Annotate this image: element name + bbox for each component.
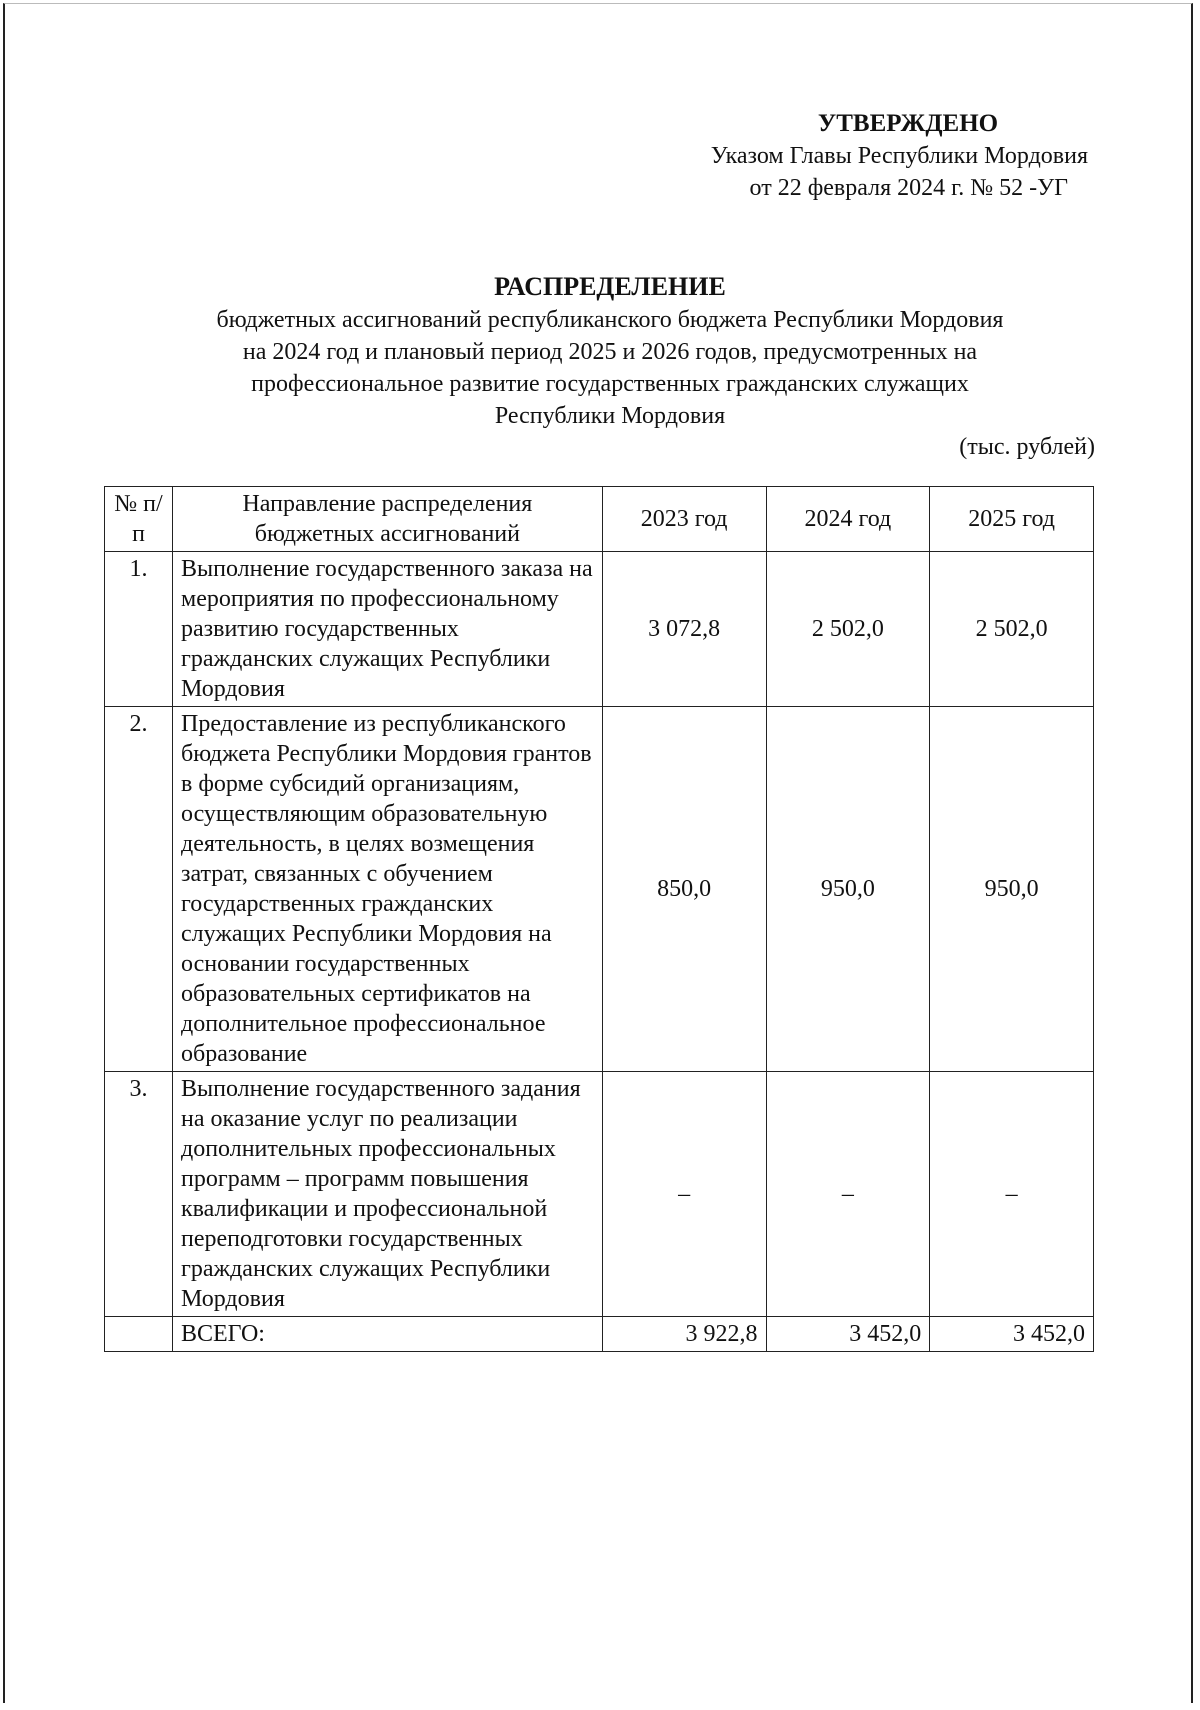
row-direction: Выполнение государственного задания на оказание услуг по реализации дополнительных профессиональных программ – программ повышения квалификации и профессиональной переподготовки государственных гражданских служащих Республики Мордовия <box>173 1072 603 1317</box>
header-2023: 2023 год <box>602 487 766 552</box>
table-row <box>105 707 1094 1072</box>
row-direction: Выполнение государственного заказа на мероприятия по профессиональному развитию государственных гражданских служащих Республики Мордовия <box>173 552 603 707</box>
row-value-2023: – <box>602 1072 766 1317</box>
row-value-2024: – <box>766 1072 930 1317</box>
heading-line: Республики Мордовия <box>494 403 726 429</box>
heading-line: на 2024 год и плановый период 2025 и 2026 годов, предусмотренных на <box>242 339 978 365</box>
total-value-2025: 3 452,0 <box>930 1317 1094 1352</box>
header-2025: 2025 год <box>930 487 1094 552</box>
total-value-2024: 3 452,0 <box>766 1317 930 1352</box>
header-number: № п/п <box>105 487 173 552</box>
approval-decree: Указом Главы Республики Мордовия <box>710 143 1088 169</box>
row-value-2024: 2 502,0 <box>766 552 930 707</box>
row-number: 1. <box>105 552 173 707</box>
heading-line: бюджетных ассигнований республиканского бюджета Республики Мордовия <box>216 307 1004 333</box>
document-heading <box>100 270 1120 432</box>
table-row <box>105 552 1094 707</box>
table-total-row <box>105 1317 1094 1352</box>
row-value-2023: 3 072,8 <box>602 552 766 707</box>
approval-date: от 22 февраля 2024 г. № 52 -УГ <box>749 175 1068 201</box>
table-row <box>105 1072 1094 1317</box>
row-direction: Предоставление из республиканского бюджета Республики Мордовия грантов в форме субсидий организациям, осуществляющим образовательную деятельность, в целях возмещения затрат, связанных с обучением государственных гражданских служащих Республики Мордовия на основании государственных образовательных сертификатов на дополнительное профессиональное образование <box>173 707 603 1072</box>
row-value-2024: 950,0 <box>766 707 930 1072</box>
header-2024: 2024 год <box>766 487 930 552</box>
row-number: 3. <box>105 1072 173 1317</box>
units-label: (тыс. рублей) <box>959 434 1095 460</box>
document-title: РАСПРЕДЕЛЕНИЕ <box>494 272 726 301</box>
header-direction: Направление распределения бюджетных ассигнований <box>173 487 603 552</box>
budget-table <box>104 486 1094 1352</box>
total-value-2023: 3 922,8 <box>602 1317 766 1352</box>
table-header-row <box>105 487 1094 552</box>
row-value-2025: 2 502,0 <box>930 552 1094 707</box>
total-label: ВСЕГО: <box>173 1317 603 1352</box>
row-value-2025: 950,0 <box>930 707 1094 1072</box>
approval-title: УТВЕРЖДЕНО <box>817 110 999 137</box>
approval-stamp <box>608 108 1088 204</box>
heading-line: профессиональное развитие государственных гражданских служащих <box>251 371 969 397</box>
row-value-2023: 850,0 <box>602 707 766 1072</box>
row-value-2025: – <box>930 1072 1094 1317</box>
total-number-cell <box>105 1317 173 1352</box>
row-number: 2. <box>105 707 173 1072</box>
